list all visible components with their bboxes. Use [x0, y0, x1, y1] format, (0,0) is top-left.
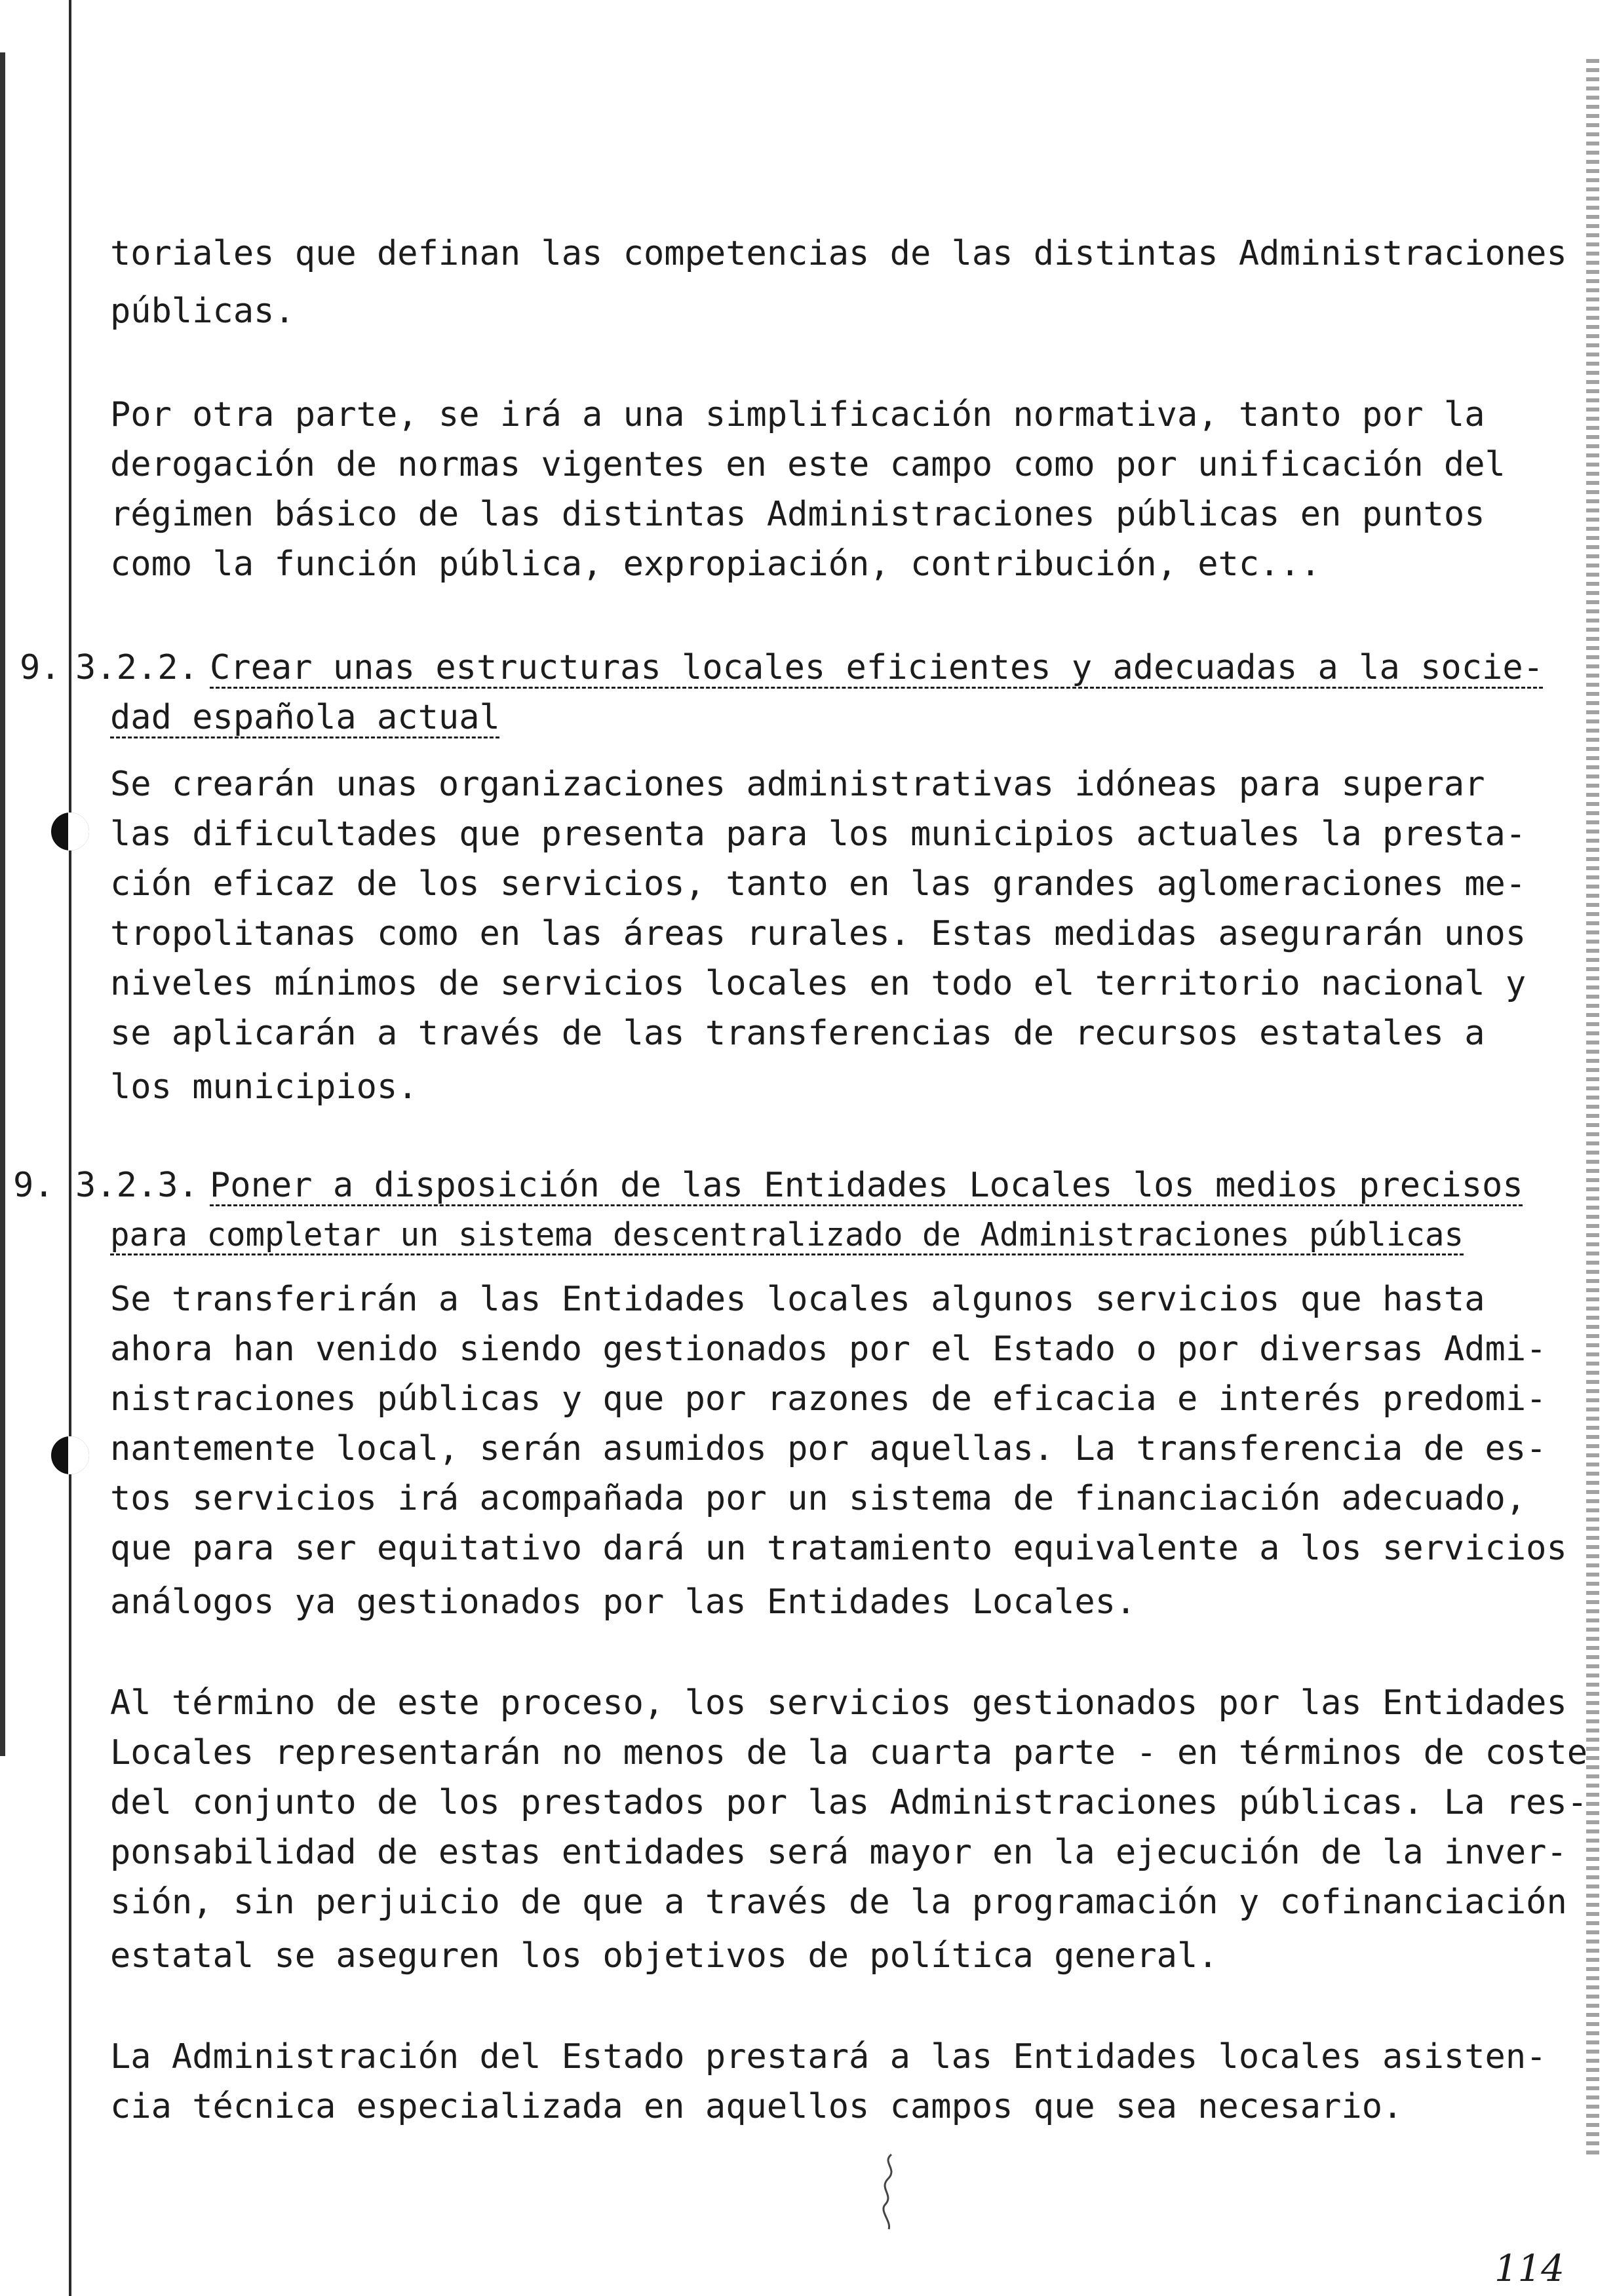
text-line: ción eficaz de los servicios, tanto en las grandes aglomeraciones me-: [110, 864, 1527, 904]
text-line: nistraciones públicas y que por razones de eficacia e interés predomi-: [110, 1379, 1547, 1419]
text-line: tos servicios irá acompañada por un sistema de financiación adecuado,: [110, 1479, 1527, 1518]
text-line: las dificultades que presenta para los municipios actuales la presta-: [110, 814, 1527, 854]
section-title: para completar un sistema descentralizado de Administraciones públicas: [110, 1216, 1464, 1253]
text-line: que para ser equitativo dará un tratamiento equivalente a los servicios: [110, 1529, 1567, 1568]
section-number: 3.2.3.: [75, 1166, 199, 1205]
text-line: como la función pública, expropiación, contribución, etc...: [110, 545, 1321, 584]
text-line: Locales representarán no menos de la cuarta parte - en términos de coste: [110, 1733, 1588, 1772]
scan-right-edge: [1586, 59, 1599, 2156]
text-line: Se crearán unas organizaciones administrativas idóneas para superar: [110, 765, 1485, 804]
section-title: Poner a disposición de las Entidades Locales los medios precisos: [210, 1166, 1523, 1205]
handwritten-mark-icon: [865, 2149, 918, 2234]
text-line: Se transferirán a las Entidades locales algunos servicios que hasta: [110, 1280, 1485, 1319]
text-line: régimen básico de las distintas Administraciones públicas en puntos: [110, 495, 1485, 534]
text-line: del conjunto de los prestados por las Administraciones públicas. La res-: [110, 1783, 1588, 1822]
page-number: 114: [1494, 2248, 1565, 2290]
text-line: sión, sin perjuicio de que a través de la programación y cofinanciación: [110, 1883, 1567, 1922]
text-line: niveles mínimos de servicios locales en todo el territorio nacional y: [110, 964, 1527, 1003]
text-line: derogación de normas vigentes en este campo como por unificación del: [110, 445, 1506, 484]
section-margin-number: 9.: [20, 648, 61, 687]
punch-hole-lower: [51, 1436, 89, 1474]
punch-hole-upper: [51, 813, 89, 851]
text-line: tropolitanas como en las áreas rurales. Estas medidas asegurarán unos: [110, 914, 1527, 953]
margin-rule: [69, 0, 71, 2296]
text-line: los municipios.: [110, 1067, 418, 1107]
section-title: dad española actual: [110, 698, 500, 737]
text-line: estatal se aseguren los objetivos de política general.: [110, 1936, 1218, 1976]
section-margin-number: 9.: [13, 1166, 54, 1205]
text-line: Al término de este proceso, los servicios gestionados por las Entidades: [110, 1683, 1567, 1723]
text-line: análogos ya gestionados por las Entidades Locales.: [110, 1582, 1137, 1622]
section-number: 3.2.2.: [75, 648, 199, 687]
text-line: nantemente local, serán asumidos por aquellas. La transferencia de es-: [110, 1429, 1547, 1468]
text-line: se aplicarán a través de las transferencias de recursos estatales a: [110, 1014, 1485, 1053]
text-line: toriales que definan las competencias de las distintas Administraciones: [110, 234, 1567, 273]
scan-left-edge: [0, 52, 5, 1756]
text-line: públicas.: [110, 292, 295, 331]
section-title: Crear unas estructuras locales eficientes y adecuadas a la socie-: [210, 648, 1544, 687]
text-line: cia técnica especializada en aquellos campos que sea necesario.: [110, 2087, 1403, 2126]
text-line: ponsabilidad de estas entidades será mayor en la ejecución de la inver-: [110, 1833, 1567, 1872]
text-line: Por otra parte, se irá a una simplificación normativa, tanto por la: [110, 395, 1485, 434]
text-line: La Administración del Estado prestará a las Entidades locales asisten-: [110, 2037, 1547, 2076]
text-line: ahora han venido siendo gestionados por el Estado o por diversas Admi-: [110, 1330, 1547, 1369]
